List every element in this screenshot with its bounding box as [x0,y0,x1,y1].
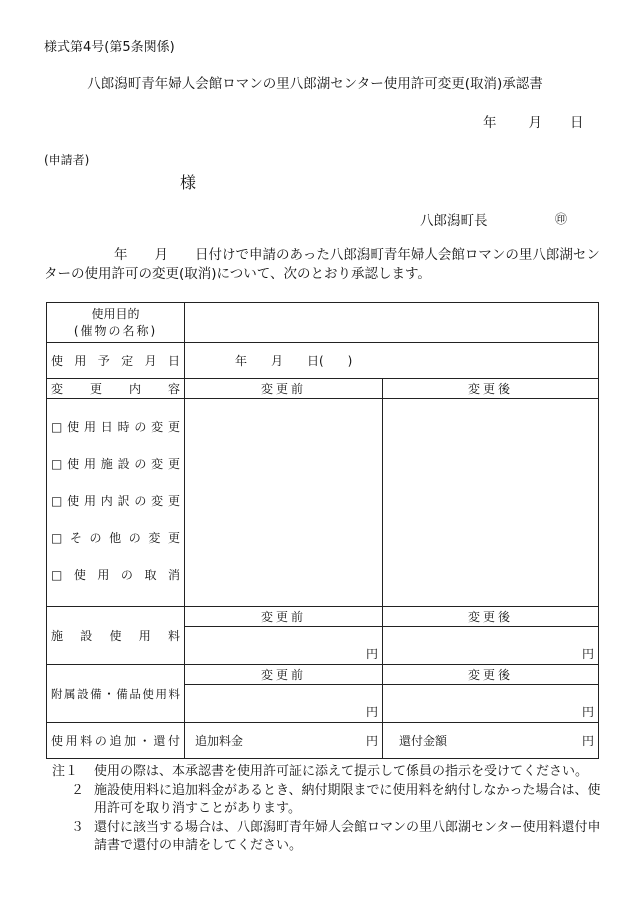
issuer-name: 八郎潟町長 [420,213,488,229]
issue-date-day: 日 [570,115,584,131]
change-item-datetime: □使用日時の変更 [51,420,180,434]
approval-statement-text: 年 月 日付けで申請のあった八郎潟町青年婦人会館ロマンの里八郎湖センターの使用許可の変更(取消)について、次のとおり承認します。 [44,247,600,282]
equipment-fee-header-row [47,665,599,685]
facility-fee-header-row [47,607,599,627]
fee-adjust-row [47,723,599,759]
purpose-label [47,303,185,343]
note-1-label: 注１ [52,764,79,779]
additional-fee-yen: 円 [365,734,378,748]
schedule-row [47,343,599,379]
facility-fee-before-header: 変更前 [185,607,383,627]
note-2 [52,782,612,819]
honorific-sama: 様 [180,173,197,192]
applicant-label: (申請者) [44,153,90,167]
note-2-text: 施設使用料に追加料金があるとき、納付期限までに使用料を納付しなかった場合は、使用許可を取り消すことがあります。 [94,782,601,816]
equipment-fee-label: 附属設備・備品使用料 [47,665,185,723]
note-2-label: ２ [70,782,84,798]
change-after-header: 変更後 [383,379,599,399]
issue-date-year: 年 [483,115,497,131]
change-item-breakdown: □使用内訳の変更 [51,494,180,508]
change-item-other: □その他の変更 [51,531,180,545]
seal-mark: ㊞ [555,212,568,226]
equipment-fee-before-header: 変更前 [185,665,383,685]
note-1 [52,763,612,782]
purpose-row [47,303,599,343]
additional-fee-cell [185,723,383,759]
facility-fee-after-yen: 円 [383,627,599,665]
note-3-text: 還付に該当する場合は、八郎潟町青年婦人会館ロマンの里八郎湖センター使用料還付申請書で還付の申請をしてください。 [94,819,601,853]
change-before-header: 変更前 [185,379,383,399]
change-before-value [185,399,383,607]
document-title: 八郎潟町青年婦人会館ロマンの里八郎湖センター使用許可変更(取消)承認書 [87,76,543,92]
schedule-value-text: 年 月 日( ) [235,354,353,368]
change-header-row [47,379,599,399]
facility-fee-after-header: 変更後 [383,607,599,627]
fee-adjust-label: 使用料の追加・還付 [47,723,185,759]
change-items [47,399,185,607]
change-after-value [383,399,599,607]
note-1-text: 使用の際は、本承認書を使用許可証に添えて提示して係員の指示を受けてください。 [94,764,589,779]
equipment-fee-after-yen: 円 [383,685,599,723]
notes [52,763,612,856]
change-item-facility: □使用施設の変更 [51,457,180,471]
issue-date-month: 月 [528,115,542,131]
purpose-value [185,303,599,343]
note-3-label: ３ [70,819,84,835]
refund-amount-yen: 円 [581,734,594,748]
equipment-fee-before-yen: 円 [185,685,383,723]
refund-amount-label: 還付金額 [399,734,448,748]
purpose-label-line1: 使用目的 [91,306,140,321]
form-number: 様式第4号(第5条関係) [44,40,175,55]
schedule-label: 使用予定月日 [47,343,185,379]
change-content-label: 変更内容 [47,379,185,399]
additional-fee-label: 追加料金 [195,734,244,748]
facility-fee-before-yen: 円 [185,627,383,665]
facility-fee-label: 施設使用料 [47,607,185,665]
change-item-cancel: □使用の取消 [51,568,180,582]
equipment-fee-after-header: 変更後 [383,665,599,685]
schedule-value [185,343,599,379]
approval-statement [44,246,604,284]
change-items-row [47,399,599,607]
issue-date [483,111,584,131]
refund-amount-cell [383,723,599,759]
purpose-label-line2: (催物の名称) [73,323,158,338]
approval-table [46,302,599,759]
note-3 [52,819,612,856]
